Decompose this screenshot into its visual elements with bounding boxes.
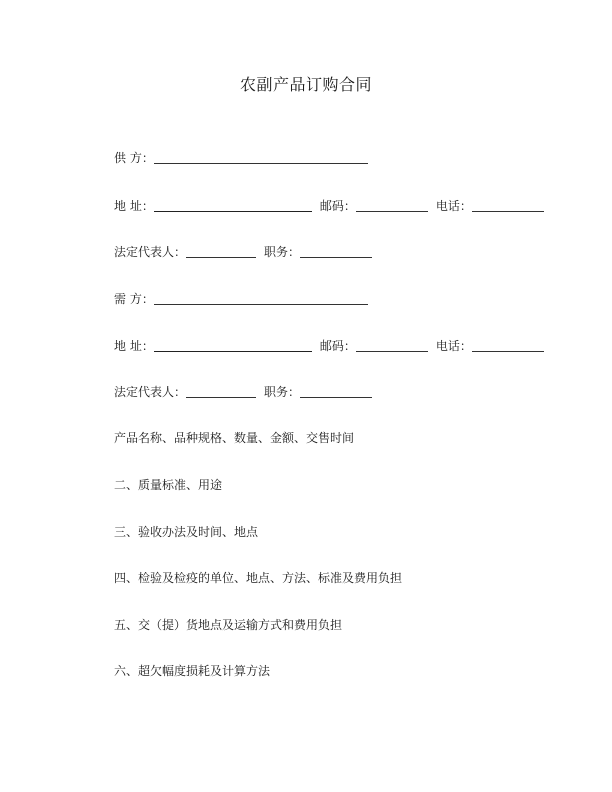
supplier-rep-line xyxy=(114,244,372,260)
clause-item: 六、超欠幅度损耗及计算方法 xyxy=(114,664,271,678)
supplier-postcode-field[interactable] xyxy=(356,199,428,212)
clause-item: 五、交（提）货地点及运输方式和费用负担 xyxy=(114,618,343,632)
buyer-rep-line xyxy=(114,384,372,400)
buyer-line xyxy=(114,291,368,307)
buyer-rep-field[interactable] xyxy=(186,385,256,398)
supplier-rep-field[interactable] xyxy=(186,245,256,258)
buyer-label: 需 方： xyxy=(114,292,154,306)
supplier-phone-label: 电话： xyxy=(435,199,472,213)
supplier-line xyxy=(114,150,368,166)
buyer-position-field[interactable] xyxy=(300,385,372,398)
buyer-address-line xyxy=(114,338,544,354)
supplier-address-line xyxy=(114,198,544,214)
supplier-address-field[interactable] xyxy=(154,199,312,212)
buyer-address-label: 地 址： xyxy=(114,339,154,353)
supplier-rep-label: 法定代表人： xyxy=(114,245,187,259)
buyer-phone-label: 电话： xyxy=(435,339,472,353)
supplier-position-label: 职务： xyxy=(264,245,301,259)
buyer-postcode-label: 邮码： xyxy=(319,339,356,353)
clause-item: 三、验收办法及时间、地点 xyxy=(114,525,259,539)
buyer-address-field[interactable] xyxy=(154,339,312,352)
supplier-postcode-label: 邮码： xyxy=(319,199,356,213)
buyer-name-field[interactable] xyxy=(154,292,368,305)
supplier-phone-field[interactable] xyxy=(472,199,544,212)
clause-item: 二、质量标准、用途 xyxy=(114,478,223,492)
clause-item: 产品名称、品种规格、数量、金额、交售时间 xyxy=(114,431,355,445)
document-title: 农副产品订购合同 xyxy=(239,75,372,94)
buyer-rep-label: 法定代表人： xyxy=(114,385,187,399)
supplier-name-field[interactable] xyxy=(154,151,368,164)
clause-item: 四、检验及检疫的单位、地点、方法、标准及费用负担 xyxy=(114,571,403,585)
buyer-postcode-field[interactable] xyxy=(356,339,428,352)
buyer-phone-field[interactable] xyxy=(472,339,544,352)
supplier-label: 供 方： xyxy=(114,151,154,165)
supplier-position-field[interactable] xyxy=(300,245,372,258)
buyer-position-label: 职务： xyxy=(264,385,301,399)
supplier-address-label: 地 址： xyxy=(114,199,154,213)
